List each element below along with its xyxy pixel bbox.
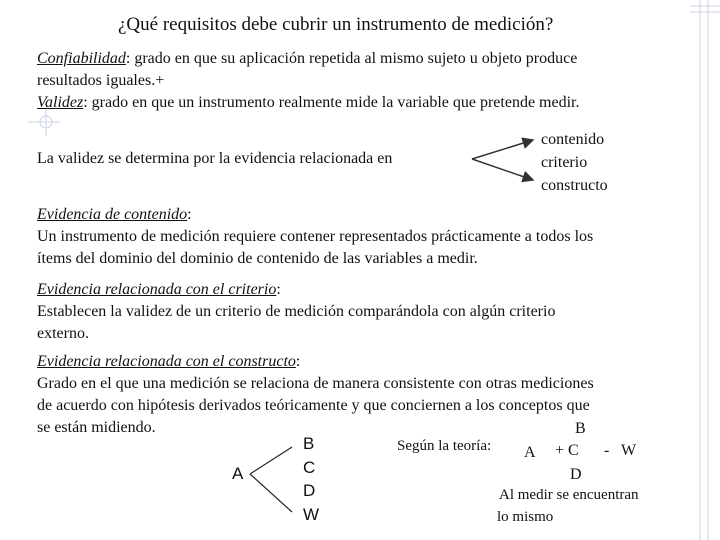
evidencia-constructo-line1: Grado en el que una medición se relaciona de manera consistente con otras mediciones (37, 375, 594, 392)
diagram-node-a: A (232, 464, 244, 483)
diagram-node-c: C (303, 457, 316, 477)
theory-label: Según la teoría: (397, 438, 492, 454)
diagram-node-w: W (303, 504, 320, 524)
evidencia-contenido-line2: ítems del dominio del dominio de contenido de las variables a medir. (37, 250, 478, 267)
evidencia-constructo-line3: se están midiendo. (37, 419, 156, 436)
theory-a: A (524, 444, 536, 461)
theory-note1: Al medir se encuentran (499, 487, 639, 503)
branch-constructo: constructo (541, 177, 608, 194)
evidencia-contenido-line1: Un instrumento de medición requiere contener representados prácticamente a todos los (37, 228, 594, 245)
theory-w: W (621, 442, 637, 459)
evidencia-criterio-line2: externo. (37, 325, 89, 342)
confiabilidad-line1: : grado en que su aplicación repetida al mismo sujeto u objeto produce (125, 50, 578, 67)
evidencia-constructo-line2: de acuerdo con hipótesis derivados teóricamente y que conciernen a los conceptos que (37, 397, 590, 414)
page-title: ¿Qué requisitos debe cubrir un instrumento de medición? (118, 14, 554, 35)
colon: : (276, 281, 281, 298)
theory-d: D (570, 466, 582, 483)
evidencia-criterio-line1: Establecen la validez de un criterio de medición comparándola con algún criterio (37, 303, 556, 320)
diagram-targets (303, 432, 319, 526)
branch-contenido: contenido (541, 131, 605, 148)
diagram-node-b: B (303, 434, 315, 453)
theory-dash: - (604, 442, 610, 459)
confiabilidad-line2: resultados iguales.+ (37, 72, 165, 89)
theory-b: B (575, 420, 586, 437)
validez-text: : grado en que un instrumento realmente mide la variable que pretende medir. (83, 94, 580, 111)
branch-criterio: criterio (541, 154, 588, 171)
validity-evidence-text: La validez se determina por la evidencia relacionada en (37, 150, 393, 167)
evidencia-contenido-heading: Evidencia de contenido (37, 206, 188, 223)
evidencia-constructo-heading: Evidencia relacionada con el constructo (37, 353, 296, 370)
confiabilidad-term: Confiabilidad (37, 50, 126, 67)
arrow-a-w (250, 474, 292, 512)
colon: : (187, 206, 192, 223)
theory-note2: lo mismo (497, 509, 554, 525)
evidencia-criterio-heading: Evidencia relacionada con el criterio (37, 281, 277, 298)
theory-c: + C (555, 442, 579, 459)
arrow-a-b (250, 447, 292, 474)
validez-term: Validez (37, 94, 84, 111)
diagram-node-d: D (303, 481, 316, 500)
colon: : (295, 353, 301, 370)
